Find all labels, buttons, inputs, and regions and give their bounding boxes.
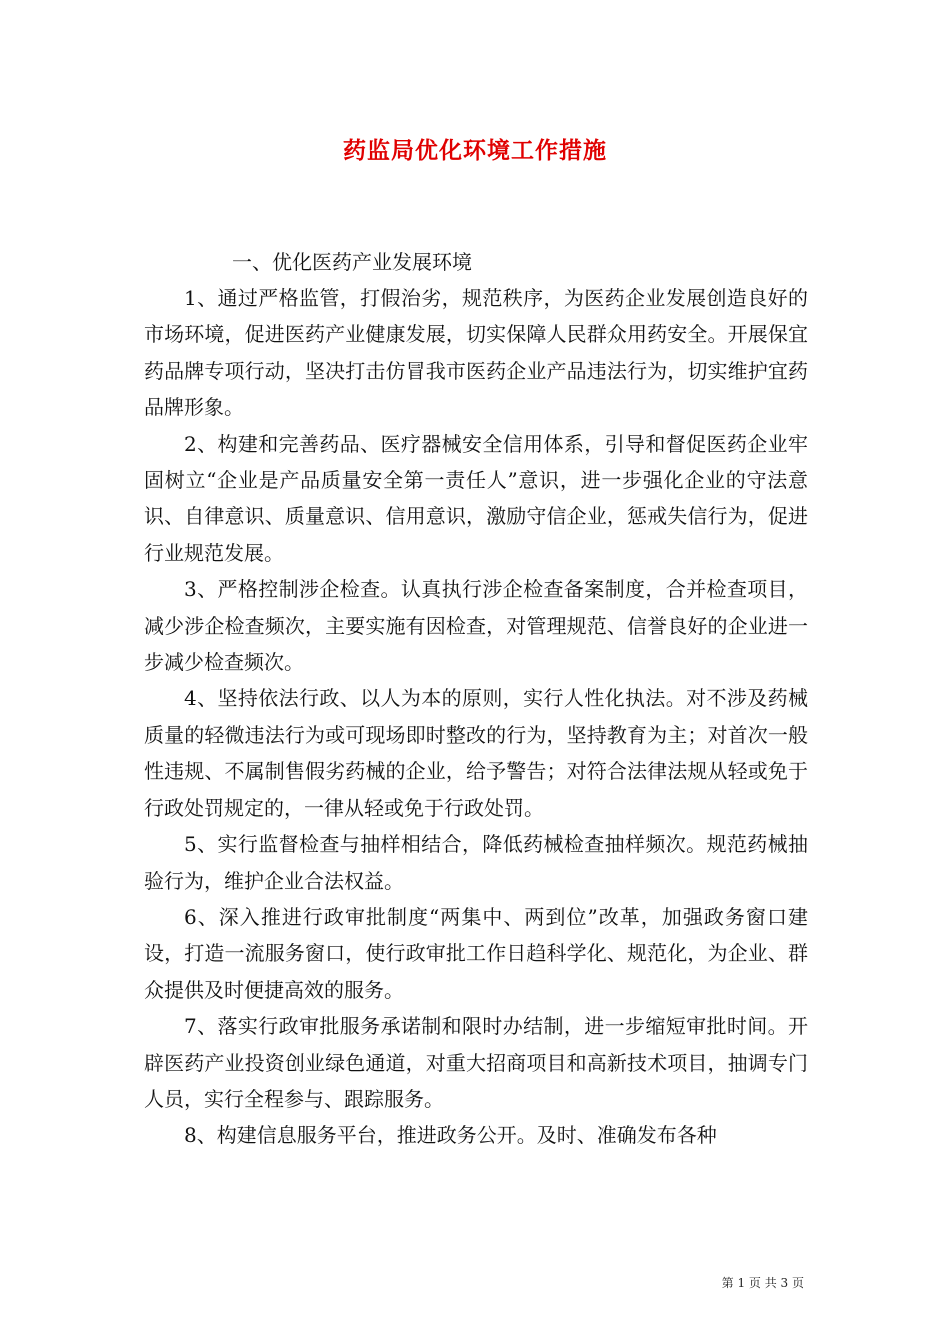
- page-number: 第 1 页 共 3 页: [721, 1276, 804, 1290]
- document-body: [144, 244, 808, 1154]
- paragraph-2: 2、构建和完善药品、医疗器械安全信用体系，引导和督促医药企业牢固树立“企业是产品质量安全第一责任人”意识，进一步强化企业的守法意识、自律意识、质量意识、信用意识，激励守信企业，惩戒失信行为，促进行业规范发展。: [144, 431, 808, 565]
- paragraph-7: 7、落实行政审批服务承诺制和限时办结制，进一步缩短审批时间。开辟医药产业投资创业绿色通道，对重大招商项目和高新技术项目，抽调专门人员，实行全程参与、跟踪服务。: [144, 1014, 808, 1111]
- paragraph-5: 5、实行监督检查与抽样相结合，降低药械检查抽样频次。规范药械抽验行为，维护企业合法权益。: [144, 832, 808, 893]
- paragraph-3: 3、严格控制涉企检查。认真执行涉企检查备案制度，合并检查项目，减少涉企检查频次，主要实施有因检查，对管理规范、信誉良好的企业进一步减少检查频次。: [144, 577, 808, 675]
- paragraph-8: 8、构建信息服务平台，推进政务公开。及时、准确发布各种: [184, 1123, 717, 1148]
- paragraph-4: 4、坚持依法行政、以人为本的原则，实行人性化执法。对不涉及药械质量的轻微违法行为或可现场即时整改的行为，坚持教育为主；对首次一般性违规、不属制售假劣药械的企业，给予警告；对符合法律法规从轻或免于行政处罚规定的，一律从轻或免于行政处罚。: [144, 686, 808, 820]
- section-heading: 一、优化医药产业发展环境: [232, 250, 472, 274]
- document-title: 药监局优化环境工作措施: [343, 137, 607, 164]
- paragraph-6: 6、深入推进行政审批制度“两集中、两到位”改革，加强政务窗口建设，打造一流服务窗口，使行政审批工作日趋科学化、规范化，为企业、群众提供及时便捷高效的服务。: [144, 904, 808, 1002]
- paragraph-1: 1、通过严格监管，打假治劣，规范秩序，为医药企业发展创造良好的市场环境，促进医药产业健康发展，切实保障人民群众用药安全。开展保宜药品牌专项行动，坚决打击仿冒我市医药企业产品违法行为，切实维护宜药品牌形象。: [144, 286, 808, 420]
